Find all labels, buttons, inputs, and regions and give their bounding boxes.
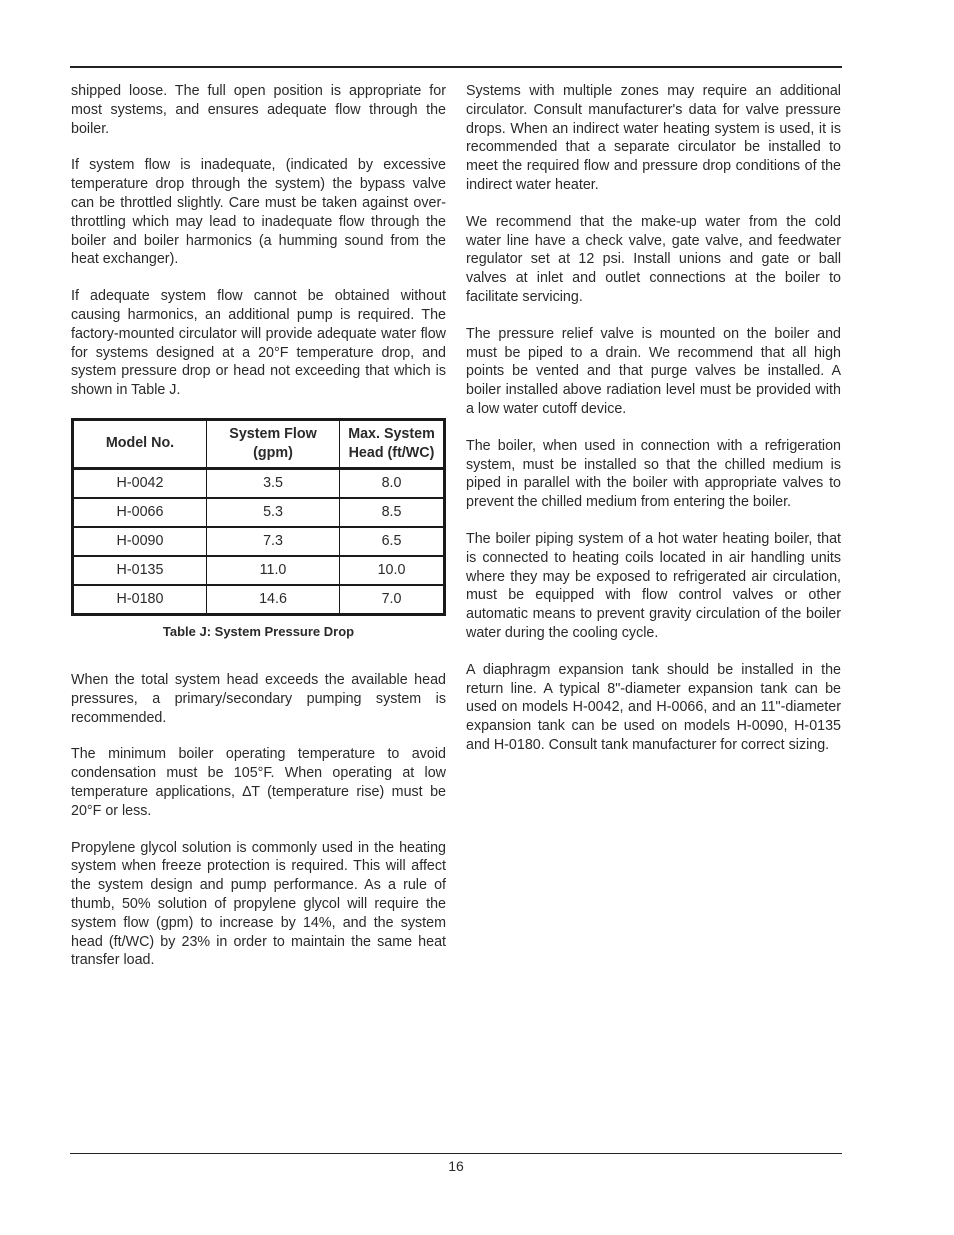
header-system-flow: System Flow (gpm) xyxy=(207,419,340,468)
cell-model: H-0090 xyxy=(73,527,207,556)
footer-rule xyxy=(70,1153,842,1154)
paragraph-additional-pump: If adequate system flow cannot be obtained without causing harmonics, an additional pump is required. The factory-mounted circulator will provide adequate water flow for systems designed at a 20°F temperature drop, and system pressure drop or head not exceeding that which is shown in Table J. xyxy=(71,288,446,399)
table-row xyxy=(73,527,445,556)
table-caption: Table J: System Pressure Drop xyxy=(162,623,355,639)
table-row xyxy=(73,468,445,498)
paragraph-make-up-water: We recommend that the make-up water from the cold water line have a check valve, gate valve, and feedwater regulator set at 12 psi. Install unions and gate or ball valves at inlet and outlet connections at the boiler to facilitate servicing. xyxy=(466,213,841,305)
cell-head: 7.0 xyxy=(340,585,445,615)
cell-model: H-0135 xyxy=(73,556,207,585)
header-model-no: Model No. xyxy=(73,419,207,468)
right-column xyxy=(466,82,841,773)
paragraph-relief-valve: The pressure relief valve is mounted on the boiler and must be piped to a drain. We recommend that all high points be vented and that purge valves be installed. A boiler installed above radiation level must be provided with a low water cutoff device. xyxy=(466,325,841,417)
table-header-row xyxy=(73,419,445,468)
cell-flow: 7.3 xyxy=(207,527,340,556)
cell-flow: 3.5 xyxy=(207,468,340,498)
system-pressure-drop-table xyxy=(71,418,446,616)
paragraph-inadequate-flow: If system flow is inadequate, (indicated by excessive temperature drop through the system) the bypass valve can be throttled slightly. Care must be taken against over-throttling which may lead to inadequate flow through the boiler and boiler harmonics (a humming sound from the heat exchanger). xyxy=(71,157,446,268)
paragraph-bypass-valve-open: shipped loose. The full open position is appropriate for most systems, and ensures adequate flow through the boiler. xyxy=(71,83,446,137)
paragraph-expansion-tank: A diaphragm expansion tank should be installed in the return line. A typical 8"-diameter expansion tank can be used on models H-0042, and H-0066, and an 11"-diameter expansion tank can be used on models H-0090, H-0135 and H-0180. Consult tank manufacturer for correct sizing. xyxy=(466,661,841,753)
header-rule xyxy=(70,66,842,68)
page-number: 16 xyxy=(448,1158,464,1174)
paragraph-multiple-zones: Systems with multiple zones may require an additional circulator. Consult manufacturer's data for valve pressure drops. When an indirect water heating system is used, it is recommended that a separate circulator be installed to meet the required flow and pressure drop conditions of the indirect water heater. xyxy=(466,83,841,193)
cell-model: H-0066 xyxy=(73,498,207,527)
table-row xyxy=(73,585,445,615)
cell-flow: 11.0 xyxy=(207,556,340,585)
table-row xyxy=(73,498,445,527)
cell-head: 8.5 xyxy=(340,498,445,527)
cell-head: 6.5 xyxy=(340,527,445,556)
header-max-system-head: Max. System Head (ft/WC) xyxy=(340,419,445,468)
paragraph-heating-coils: The boiler piping system of a hot water heating boiler, that is connected to heating coils located in air handling units where they may be exposed to refrigerated air circulation, must be equipped with flow control valves or other automatic means to prevent gravity circulation of the boiler water during the cooling cycle. xyxy=(466,530,841,641)
paragraph-propylene-glycol: Propylene glycol solution is commonly used in the heating system when freeze protection is required. This will affect the system design and pump performance. As a rule of thumb, 50% solution of propylene glycol will require the system flow (gpm) to increase by 14%, and the system head (ft/WC) by 23% in order to maintain the same heat transfer load. xyxy=(71,839,446,969)
cell-flow: 5.3 xyxy=(207,498,340,527)
left-column xyxy=(71,82,446,988)
paragraph-primary-secondary: When the total system head exceeds the available head pressures, a primary/secondary pumping system is recommended. xyxy=(71,671,446,726)
cell-model: H-0180 xyxy=(73,585,207,615)
cell-head: 8.0 xyxy=(340,468,445,498)
paragraph-refrigeration: The boiler, when used in connection with a refrigeration system, must be installed so that the chilled medium is piped in parallel with the boiler with appropriate valves to prevent the chilled medium from entering the boiler. xyxy=(466,437,841,511)
cell-flow: 14.6 xyxy=(207,585,340,615)
table-row xyxy=(73,556,445,585)
paragraph-min-temperature: The minimum boiler operating temperature to avoid condensation must be 105°F. When operating at low temperature applications, ∆T (temperature rise) must be 20°F or less. xyxy=(71,746,446,819)
cell-model: H-0042 xyxy=(73,468,207,498)
cell-head: 10.0 xyxy=(340,556,445,585)
